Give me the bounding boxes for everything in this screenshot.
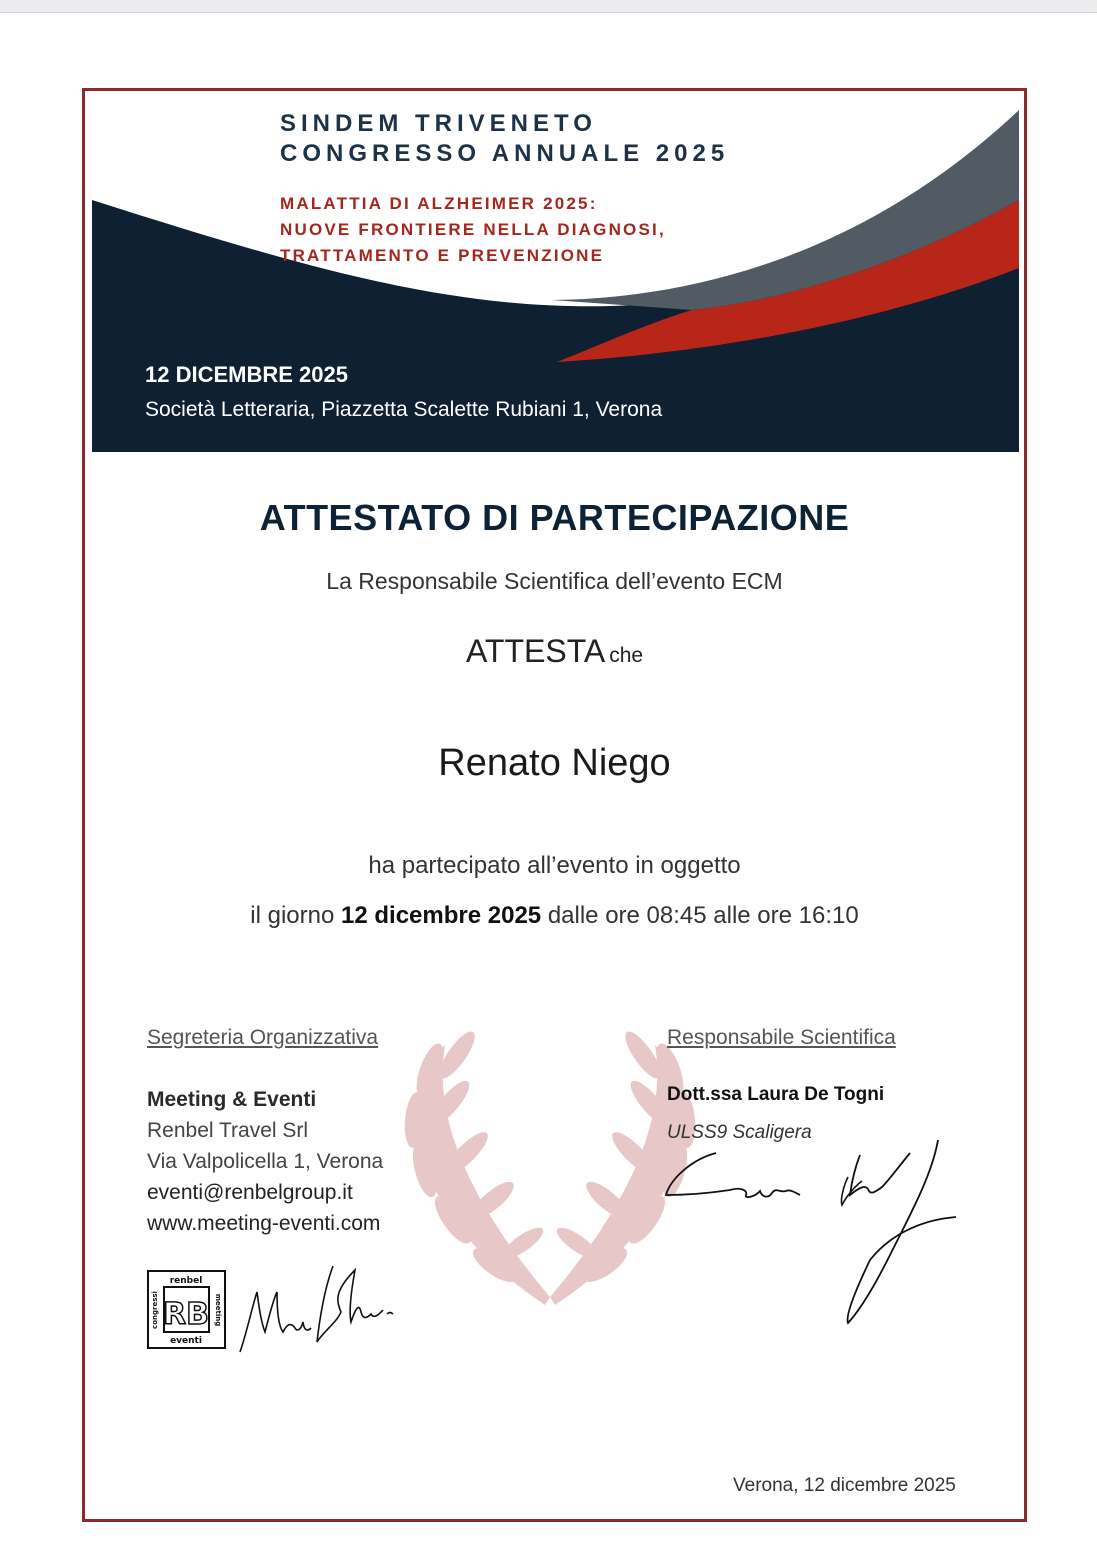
- event-date-bold: 12 dicembre 2025: [341, 902, 542, 929]
- participation-statement: ha partecipato all’evento in oggetto: [368, 852, 741, 879]
- scientific-label: Responsabile Scientifica: [667, 1026, 896, 1049]
- laurel-wreath-icon: [395, 1015, 705, 1315]
- banner-subtitle-line-1: MALATTIA DI ALZHEIMER 2025:: [280, 194, 598, 213]
- day-suffix: dalle ore 08:45 alle ore 16:10: [547, 902, 859, 929]
- banner-title-line-1: SINDEM TRIVENETO: [280, 110, 597, 137]
- svg-text:renbel: renbel: [169, 1276, 203, 1286]
- organizer-email[interactable]: eventi@renbelgroup.it: [147, 1181, 353, 1204]
- banner-title-line-2: CONGRESSO ANNUALE 2025: [280, 140, 730, 167]
- organizer-name: Meeting & Eventi: [147, 1088, 317, 1111]
- svg-text:meeting: meeting: [214, 1293, 222, 1327]
- svg-text:eventi: eventi: [170, 1336, 202, 1346]
- banner-subtitle-line-3: TRATTAMENTO E PREVENZIONE: [280, 246, 605, 265]
- certificate-heading: ATTESTATO DI PARTECIPAZIONE: [259, 497, 850, 538]
- scientific-org: ULSS9 Scaligera: [667, 1122, 812, 1143]
- attesta-word: ATTESTA: [465, 633, 606, 669]
- organizer-label: Segreteria Organizzativa: [147, 1026, 379, 1049]
- footer-place-date: Verona, 12 dicembre 2025: [733, 1475, 956, 1496]
- certificate-intro: La Responsabile Scientifica dell’evento ECM: [326, 568, 783, 594]
- participation-date-line: [82, 902, 1027, 930]
- participant-name: Renato Niego: [438, 742, 671, 784]
- top-bar: [0, 0, 1097, 13]
- scientific-name: Dott.ssa Laura De Togni: [667, 1084, 885, 1105]
- organizer-signature: [237, 1262, 397, 1357]
- renbel-logo: [147, 1270, 226, 1349]
- svg-text:congressi: congressi: [151, 1291, 159, 1329]
- scientific-signature: [660, 1135, 960, 1330]
- banner-venue: Società Letteraria, Piazzetta Scalette Rubiani 1, Verona: [145, 398, 663, 421]
- banner-subtitle-line-2: NUOVE FRONTIERE NELLA DIAGNOSI,: [280, 220, 666, 239]
- che-word: che: [609, 644, 644, 667]
- organizer-company: Renbel Travel Srl: [147, 1119, 309, 1142]
- organizer-address: Via Valpolicella 1, Verona: [147, 1150, 384, 1173]
- banner-date: 12 DICEMBRE 2025: [145, 362, 348, 387]
- event-banner: [92, 100, 1019, 452]
- day-prefix: il giorno: [250, 902, 335, 929]
- attesta-line: [82, 633, 1027, 670]
- svg-text:RB: RB: [163, 1297, 209, 1332]
- organizer-website[interactable]: www.meeting-eventi.com: [147, 1212, 381, 1235]
